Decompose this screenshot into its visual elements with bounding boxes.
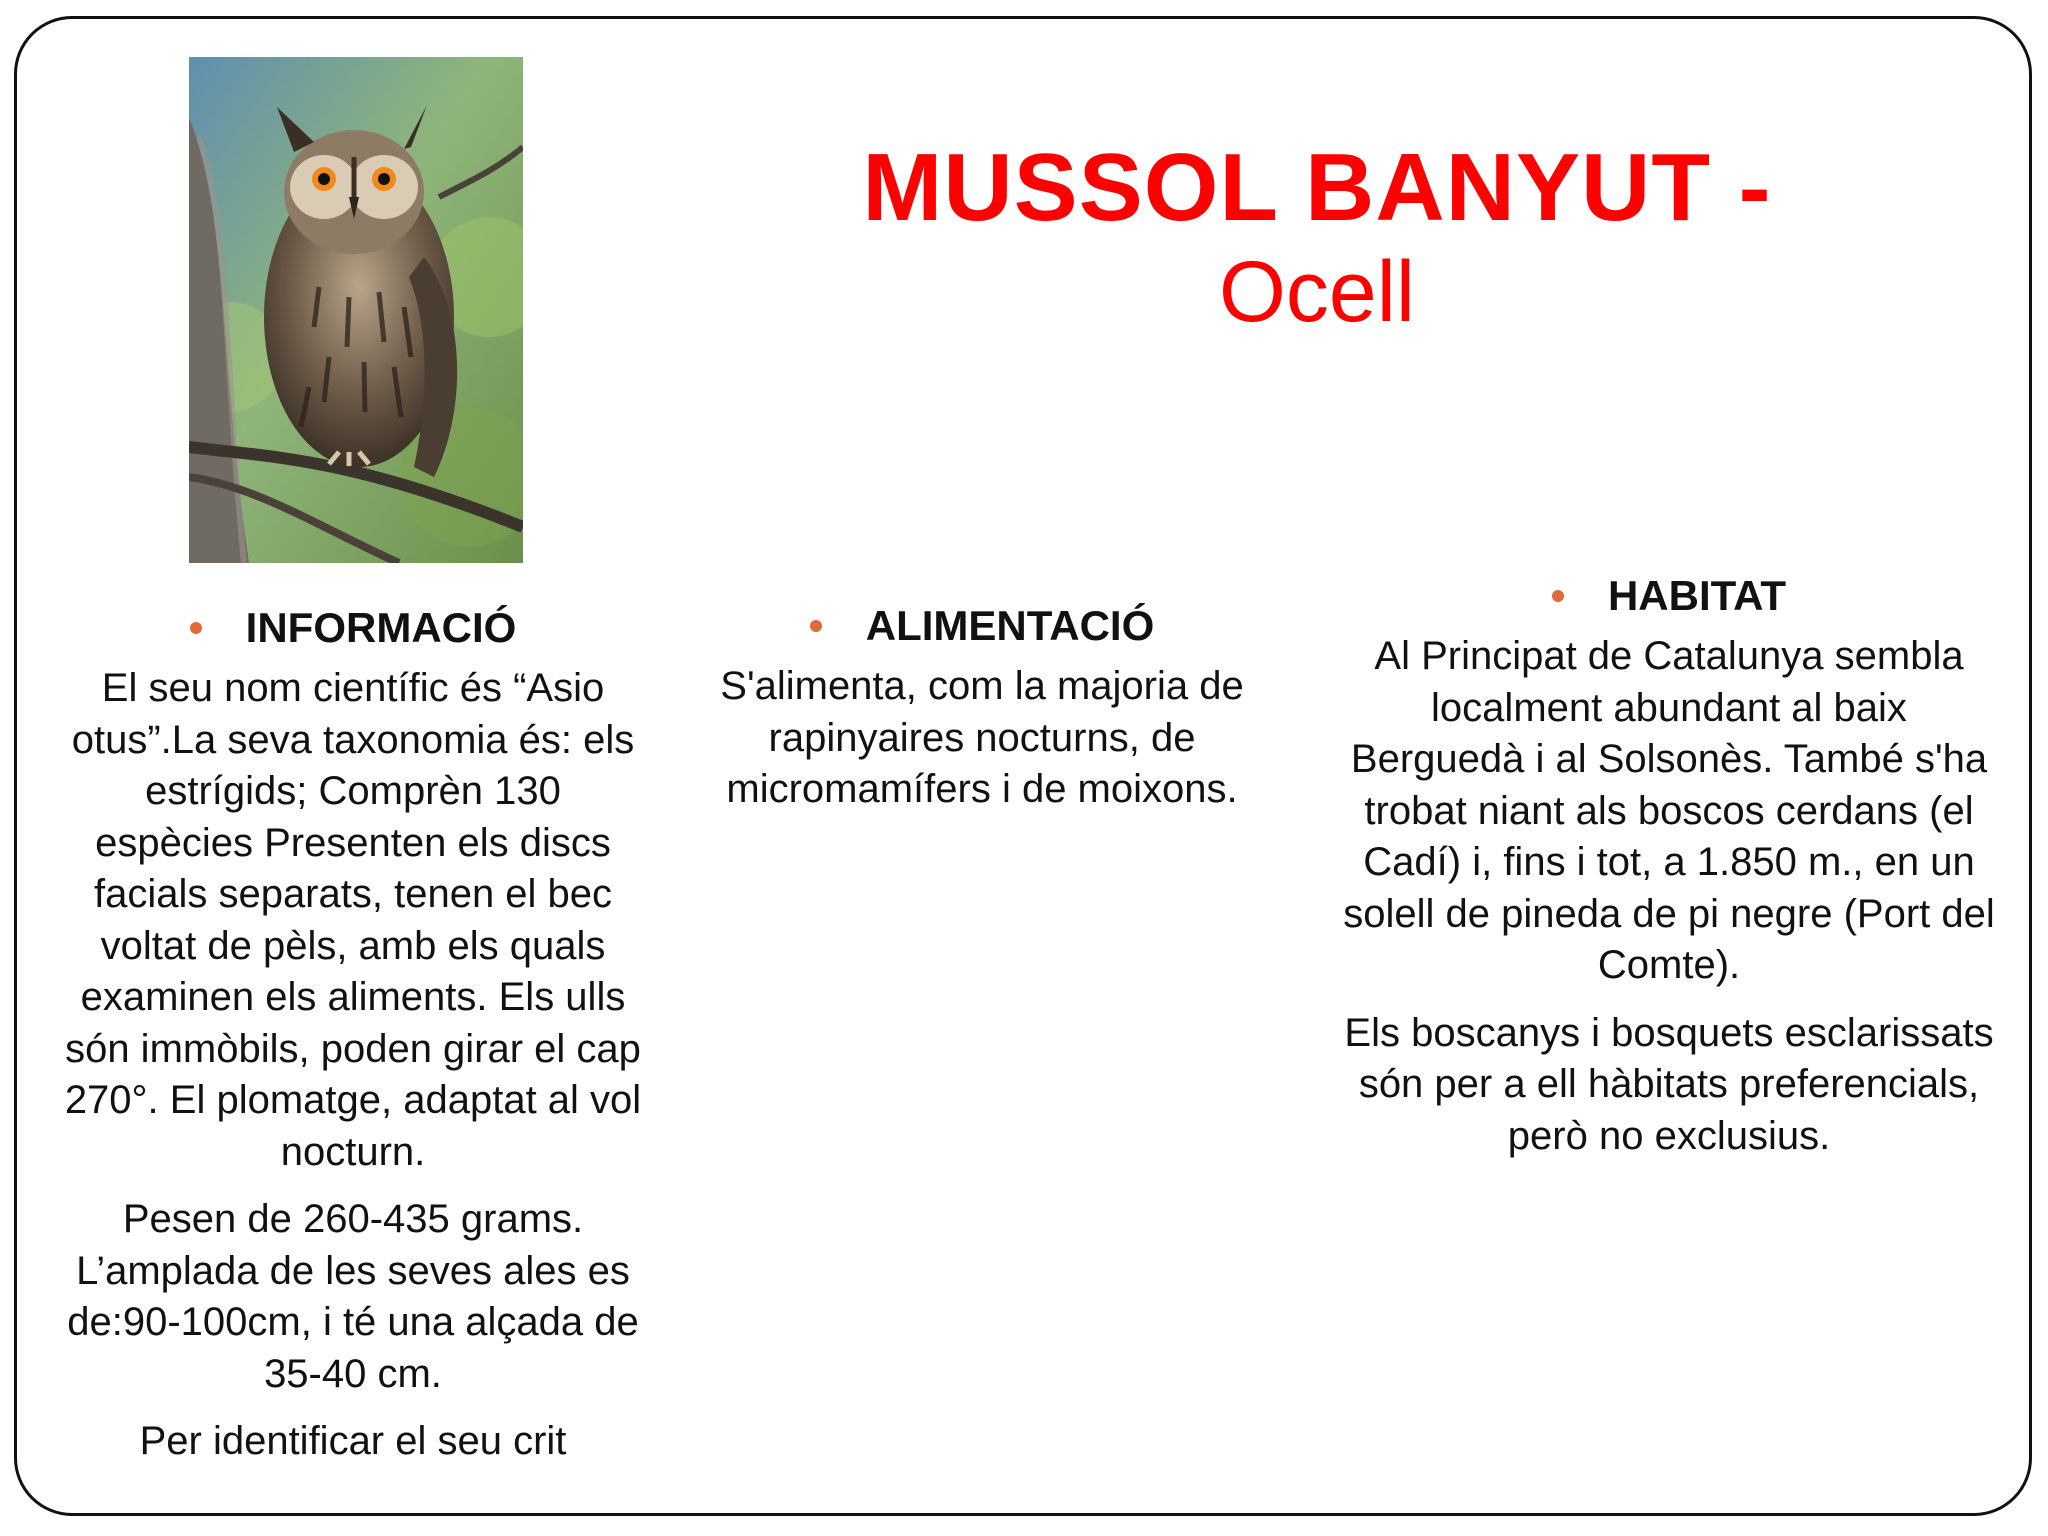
owl-photo <box>189 57 523 563</box>
informacio-paragraph-2: Pesen de 260-435 grams. L’amplada de les seves ales es de:90-100cm, i té una alçada de 35-40 cm. <box>67 1197 639 1396</box>
title-sub: Ocell <box>1219 244 1415 340</box>
slide <box>14 16 2032 1516</box>
informacio-heading-text: INFORMACIÓ <box>245 604 517 651</box>
bullet-icon <box>190 622 202 634</box>
informacio-paragraph-3: Per identificar el seu crit <box>139 1419 567 1463</box>
alimentacio-section <box>697 599 1267 832</box>
habitat-heading-text: HABITAT <box>1607 572 1787 619</box>
slide-title <box>737 134 1897 342</box>
alimentacio-heading-text: ALIMENTACIÓ <box>865 602 1155 649</box>
habitat-paragraph-2: Els boscanys i bosquets esclarissats són per a ell hàbitats preferencials, però no exclusius. <box>1344 1010 1994 1158</box>
owl-illustration <box>189 57 523 563</box>
bullet-icon <box>810 620 822 632</box>
alimentacio-heading <box>697 599 1267 653</box>
informacio-heading <box>63 601 643 655</box>
bullet-icon <box>1552 590 1564 602</box>
title-main: MUSSOL BANYUT - <box>862 134 1772 241</box>
informacio-section <box>63 601 643 1484</box>
habitat-paragraph-1: Al Principat de Catalunya sembla localment abundant al baix Berguedà i al Solsonès. També s'ha trobat niant als boscos cerdans (el Cadí) i, fins i tot, a 1.850 m., en un solell de pineda de pi negre (Port del Comte). <box>1343 634 1995 987</box>
alimentacio-paragraph-1: S'alimenta, com la majoria de rapinyaires nocturns, de micromamífers i de moixons. <box>720 664 1244 811</box>
habitat-heading <box>1339 569 1999 623</box>
habitat-section <box>1339 569 1999 1178</box>
informacio-paragraph-1: El seu nom científic és “Asio otus”.La seva taxonomia és: els estrígids; Comprèn 130 espècies Presenten els discs facials separats, tenen el bec voltat de pèls, amb els quals examinen els aliments. Els ulls són immòbils, poden girar el cap 270°. El plomatge, adaptat al vol nocturn. <box>64 666 642 1174</box>
